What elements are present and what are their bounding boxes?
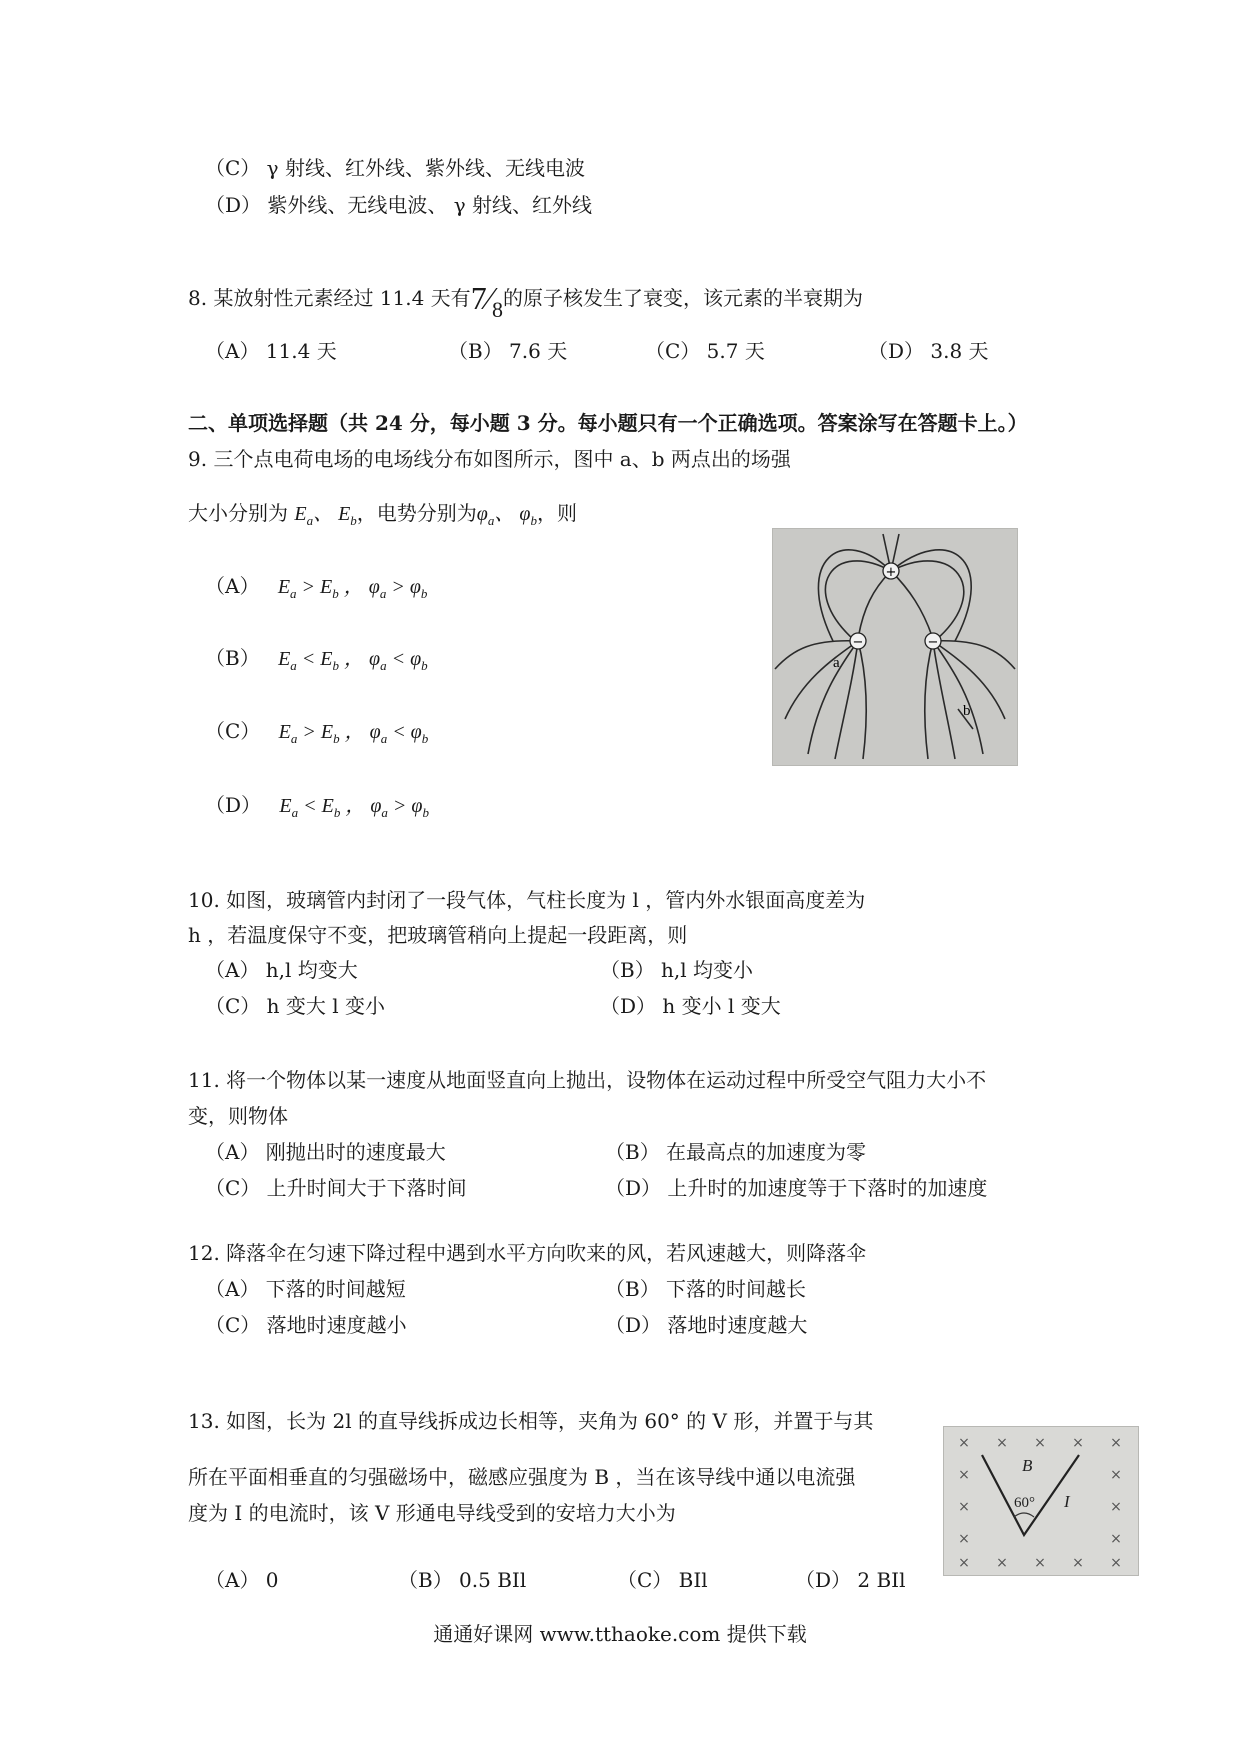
q7-option-d: （D） 紫外线、无线电波、 γ 射线、红外线 bbox=[205, 193, 593, 217]
q9-option-d: （D） $E_a < E_b$ ， $\varphi_a > \varphi_b$ bbox=[205, 793, 429, 820]
q11-option-a: （A） 刚抛出时的速度最大 bbox=[205, 1140, 446, 1164]
q10-option-c: （C） h 变大 l 变小 bbox=[205, 994, 386, 1018]
cross-mark: × bbox=[1110, 1467, 1122, 1483]
q12-option-b: （B） 下落的时间越长 bbox=[605, 1277, 807, 1301]
cross-mark: × bbox=[958, 1467, 970, 1483]
q12-line1: 12. 降落伞在匀速下降过程中遇到水平方向吹来的风，若风速越大，则降落伞 bbox=[188, 1241, 867, 1265]
q10-option-a: （A） h,l 均变大 bbox=[205, 958, 358, 982]
q8-stem-post: 的原子核发生了衰变，该元素的半衰期为 bbox=[503, 286, 864, 310]
q12-option-a: （A） 下落的时间越短 bbox=[205, 1277, 406, 1301]
plus-label: + bbox=[885, 565, 897, 580]
cross-mark: × bbox=[1110, 1555, 1122, 1571]
q8-option-c: （C） 5.7 天 bbox=[645, 339, 765, 363]
q11-line1: 11. 将一个物体以某一速度从地面竖直向上抛出，设物体在运动过程中所受空气阻力大小不 bbox=[188, 1068, 987, 1092]
q13-line2: 所在平面相垂直的匀强磁场中，磁感应强度为 B ，当在该导线中通以电流强 bbox=[188, 1465, 856, 1489]
field-B-label: B bbox=[1022, 1456, 1033, 1475]
q11-option-c: （C） 上升时间大于下落时间 bbox=[205, 1176, 467, 1200]
q8-option-b: （B） 7.6 天 bbox=[448, 339, 568, 363]
q9-line2-c: ，则 bbox=[536, 501, 577, 525]
q9-line2 bbox=[188, 500, 577, 534]
q8-option-d: （D） 3.8 天 bbox=[868, 339, 989, 363]
q13-option-a: （A） 0 bbox=[205, 1568, 279, 1592]
cross-mark: × bbox=[958, 1499, 970, 1515]
cross-mark: × bbox=[1072, 1555, 1084, 1571]
q9-option-b-label: （B） bbox=[205, 646, 260, 670]
q12-option-d: （D） 落地时速度越大 bbox=[605, 1313, 808, 1337]
cross-mark: × bbox=[958, 1531, 970, 1547]
q8-option-a: （A） 11.4 天 bbox=[205, 339, 337, 363]
q8-frac-den: 8 bbox=[492, 297, 504, 322]
page-footer: 通通好课网 www.tthaoke.com 提供下载 bbox=[433, 1622, 807, 1646]
cross-mark: × bbox=[1110, 1531, 1122, 1547]
q11-option-d: （D） 上升时的加速度等于下落时的加速度 bbox=[605, 1176, 988, 1200]
q13-line3: 度为 I 的电流时，该 V 形通电导线受到的安培力大小为 bbox=[188, 1501, 676, 1525]
cross-mark: × bbox=[1034, 1435, 1046, 1451]
section2-heading: 二、单项选择题（共 24 分，每小题 3 分。每小题只有一个正确选项。答案涂写在答题卡上。） bbox=[188, 411, 1028, 435]
q9-math-phi: $\varphi_a$、 $\varphi_b$ bbox=[476, 503, 537, 528]
q11-option-b: （B） 在最高点的加速度为零 bbox=[605, 1140, 867, 1164]
q9-option-d-label: （D） bbox=[205, 793, 262, 817]
q9-option-b: （B） $E_a < E_b$ ， $\varphi_a < \varphi_b$ bbox=[205, 646, 428, 673]
angle-arc bbox=[1014, 1513, 1034, 1517]
minus-label-right: − bbox=[927, 635, 939, 650]
q9-option-c: （C） $E_a > E_b$ ， $\varphi_a < \varphi_b$ bbox=[205, 719, 429, 746]
q8-fraction: $7⁄_8$ bbox=[470, 280, 504, 322]
q9-field-figure bbox=[772, 528, 1018, 766]
q9-math-E: $E_a$、 $E_b$ bbox=[294, 503, 357, 528]
q9-option-a: （A） $E_a > E_b$ ， $\varphi_a > \varphi_b$ bbox=[205, 574, 428, 601]
cross-mark: × bbox=[996, 1555, 1008, 1571]
cross-mark: × bbox=[1110, 1435, 1122, 1451]
point-b-label: b bbox=[963, 703, 971, 719]
q7-option-c: （C） γ 射线、红外线、紫外线、无线电波 bbox=[205, 156, 585, 180]
v-wire-svg bbox=[944, 1427, 1138, 1575]
q13-line1: 13. 如图，长为 2l 的直导线拆成边长相等，夹角为 60° 的 V 形，并置于与其 bbox=[188, 1409, 874, 1433]
field-lines-svg bbox=[773, 529, 1017, 765]
q8-stem bbox=[188, 280, 864, 323]
q13-magnetic-field-figure bbox=[943, 1426, 1139, 1576]
q10-option-d: （D） h 变小 l 变大 bbox=[600, 994, 781, 1018]
q9-option-c-label: （C） bbox=[205, 719, 261, 743]
q13-option-d: （D） 2 BIl bbox=[795, 1568, 906, 1592]
q12-option-c: （C） 落地时速度越小 bbox=[205, 1313, 407, 1337]
q10-option-b: （B） h,l 均变小 bbox=[600, 958, 754, 982]
angle-label: 60° bbox=[1014, 1495, 1035, 1511]
q8-stem-pre: 8. 某放射性元素经过 11.4 天有 bbox=[188, 286, 471, 310]
q10-line1: 10. 如图，玻璃管内封闭了一段气体，气柱长度为 l ，管内外水银面高度差为 bbox=[188, 888, 866, 912]
q8-frac-num: 7 bbox=[470, 280, 487, 316]
point-a-label: a bbox=[833, 655, 840, 671]
q9-line2-b: ，电势分别为 bbox=[356, 501, 477, 525]
q13-option-c: （C） BIl bbox=[617, 1568, 708, 1592]
minus-label-left: − bbox=[852, 635, 864, 650]
q11-line2: 变，则物体 bbox=[188, 1104, 288, 1128]
cross-mark: × bbox=[1110, 1499, 1122, 1515]
cross-mark: × bbox=[996, 1435, 1008, 1451]
cross-mark: × bbox=[958, 1435, 970, 1451]
q9-line1: 9. 三个点电荷电场的电场线分布如图所示，图中 a、b 两点出的场强 bbox=[188, 447, 791, 471]
q9-line2-a: 大小分别为 bbox=[188, 501, 288, 525]
cross-mark: × bbox=[958, 1555, 970, 1571]
q13-option-b: （B） 0.5 BIl bbox=[398, 1568, 527, 1592]
q9-option-a-label: （A） bbox=[205, 574, 260, 598]
q10-line2: h ，若温度保守不变，把玻璃管稍向上提起一段距离，则 bbox=[188, 923, 688, 947]
cross-mark: × bbox=[1072, 1435, 1084, 1451]
current-I-label: I bbox=[1064, 1492, 1070, 1511]
cross-mark: × bbox=[1034, 1555, 1046, 1571]
